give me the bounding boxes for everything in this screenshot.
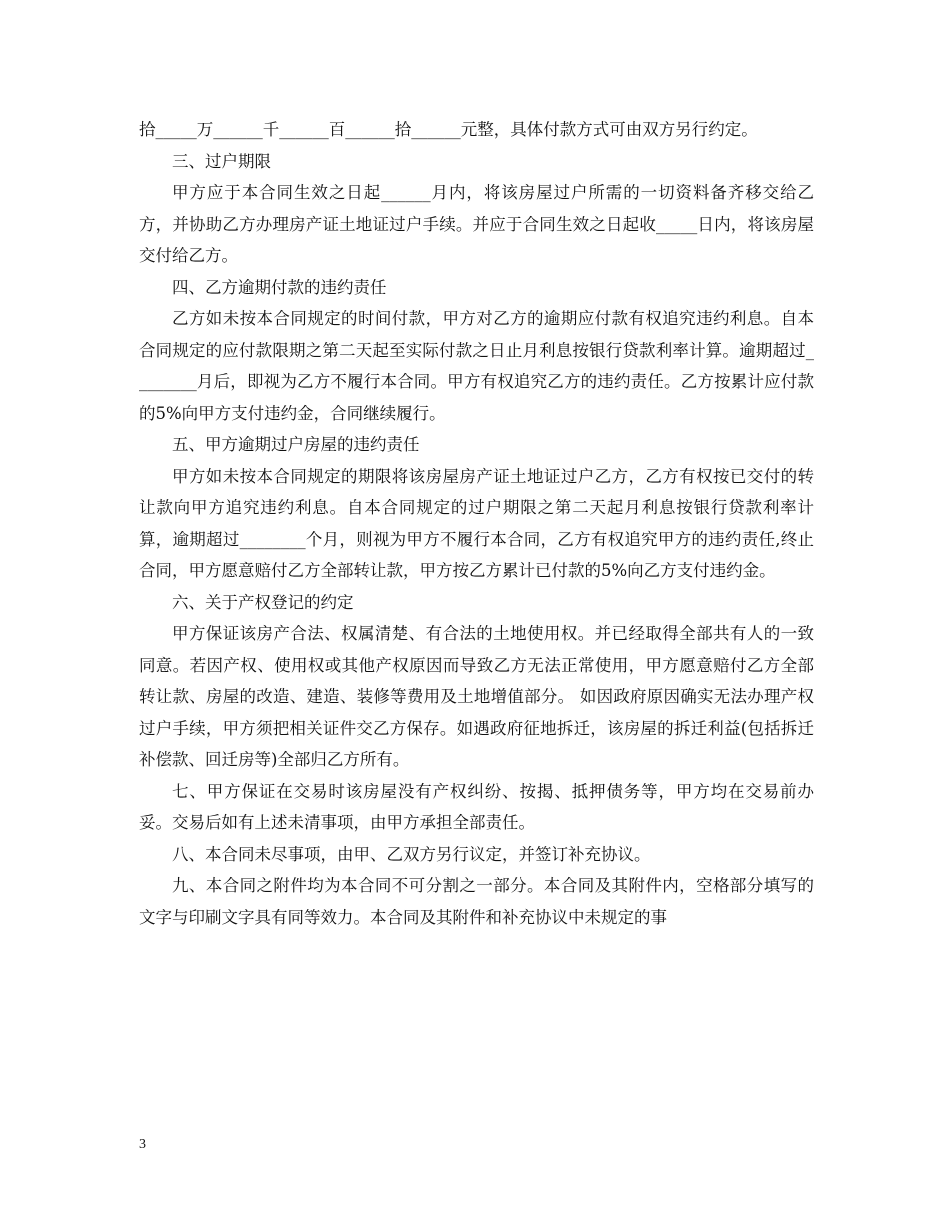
page-number: 3 — [139, 1137, 146, 1152]
property-registration-paragraph: 甲方保证该房产合法、权属清楚、有合法的土地使用权。并已经取得全部共有人的一致同意。若因产权、使用权或其他产权原因而导致乙方无法正常使用，甲方愿意赔付乙方全部转让款、房屋的改造、建造、装修等费用及土地增值部分。 如因政府原因确实无法办理产权过户手续，甲方须把相关证件交乙方保存。如遇政府征地拆迁，该房屋的拆迁利益(包括拆迁补偿款、回迁房等)全部归乙方所有。 — [139, 624, 814, 769]
document-body — [139, 114, 814, 933]
clause-seven-paragraph: 七、甲方保证在交易时该房屋没有产权纠纷、按揭、抵押债务等，甲方均在交易前办妥。交易后如有上述未清事项，由甲方承担全部责任。 — [139, 781, 814, 832]
clause-eight-paragraph: 八、本合同未尽事项，由甲、乙双方另行议定，并签订补充协议。 — [172, 844, 651, 864]
section-heading-seller-liability: 五、甲方逾期过户房屋的违约责任 — [172, 435, 420, 454]
section-heading-property-registration: 六、关于产权登记的约定 — [172, 592, 354, 612]
clause-nine-paragraph: 九、本合同之附件均为本合同不可分割之一部分。本合同及其附件内，空格部分填写的文字与印刷文字具有同等效力。本合同及其附件和补充协议中未规定的事 — [139, 876, 814, 927]
buyer-liability-paragraph: 乙方如未按本合同规定的时间付款，甲方对乙方的逾期应付款有权追究违约利息。自本合同规定的应付款限期之第二天起至实际付款之日止月利息按银行贷款利率计算。逾期超过________月后，即视为乙方不履行本合同。甲方有权追究乙方的违约责任。乙方按累计应付款的5%向甲方支付违约金，合同继续履行。 — [139, 309, 814, 423]
transfer-deadline-paragraph: 甲方应于本合同生效之日起______月内，将该房屋过户所需的一切资料备齐移交给乙方，并协助乙方办理房产证土地证过户手续。并应于合同生效之日起收_____日内，将该房屋交付给乙方。 — [139, 183, 814, 265]
section-heading-buyer-liability: 四、乙方逾期付款的违约责任 — [172, 277, 387, 297]
payment-amount-paragraph: 拾_____万______千______百______拾______元整，具体付款方式可由双方另行约定。 — [139, 120, 758, 139]
section-heading-transfer-deadline: 三、过户期限 — [172, 151, 271, 171]
seller-liability-paragraph: 甲方如未按本合同规定的期限将该房屋房产证土地证过户乙方，乙方有权按已交付的转让款向甲方追究违约利息。自本合同规定的过户期限之第二天起月利息按银行贷款利率计算，逾期超过________个月，则视为甲方不履行本合同，乙方有权追究甲方的违约责任,终止合同，甲方愿意赔付乙方全部转让款，甲方按乙方累计已付款的5%向乙方支付违约金。 — [139, 466, 814, 580]
